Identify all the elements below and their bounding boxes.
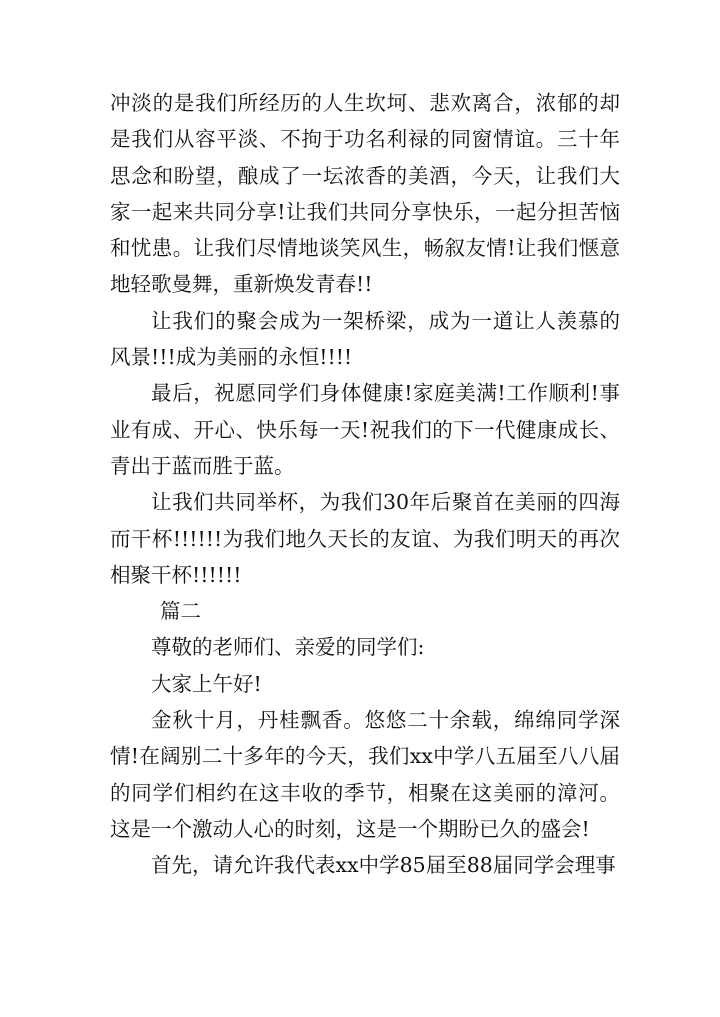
paragraph-5: 金秋十月，丹桂飘香。悠悠二十余载，绵绵同学深情!在阔别二十多年的今天，我们xx中学八五届至八八届的同学们相约在这丰收的季节，相聚在这美丽的漳河。这是一个激动人心的时刻，这是一个期盼已久的盛会! [110, 708, 620, 841]
greeting: 大家上午好! [151, 671, 262, 696]
paragraph-6: 首先，请允许我代表xx中学85届至88届同学会理事 [151, 853, 616, 878]
salutation: 尊敬的老师们、亲爱的同学们: [151, 635, 425, 660]
paragraph-2: 让我们的聚会成为一架桥梁，成为一道让人羡慕的风景!!!成为美丽的永恒!!!! [110, 308, 620, 370]
section-heading: 篇二 [160, 599, 201, 624]
paragraph-4: 让我们共同举杯，为我们30年后聚首在美丽的四海而干杯!!!!!!为我们地久天长的友谊、为我们明天的再次相聚干杯!!!!!! [110, 490, 620, 587]
paragraph-1: 冲淡的是我们所经历的人生坎坷、悲欢离合，浓郁的却是我们从容平淡、不拘于功名利禄的同窗情谊。三十年思念和盼望，酿成了一坛浓香的美酒，今天，让我们大家一起来共同分享!让我们共同分享快乐，一起分担苦恼和忧患。让我们尽情地谈笑风生，畅叙友情!让我们惬意地轻歌曼舞，重新焕发青春!! [110, 91, 620, 297]
document-page [110, 85, 620, 884]
paragraph-3: 最后，祝愿同学们身体健康!家庭美满!工作顺利!事业有成、开心、快乐每一天!祝我们的下一代健康成长、青出于蓝而胜于蓝。 [110, 381, 620, 478]
